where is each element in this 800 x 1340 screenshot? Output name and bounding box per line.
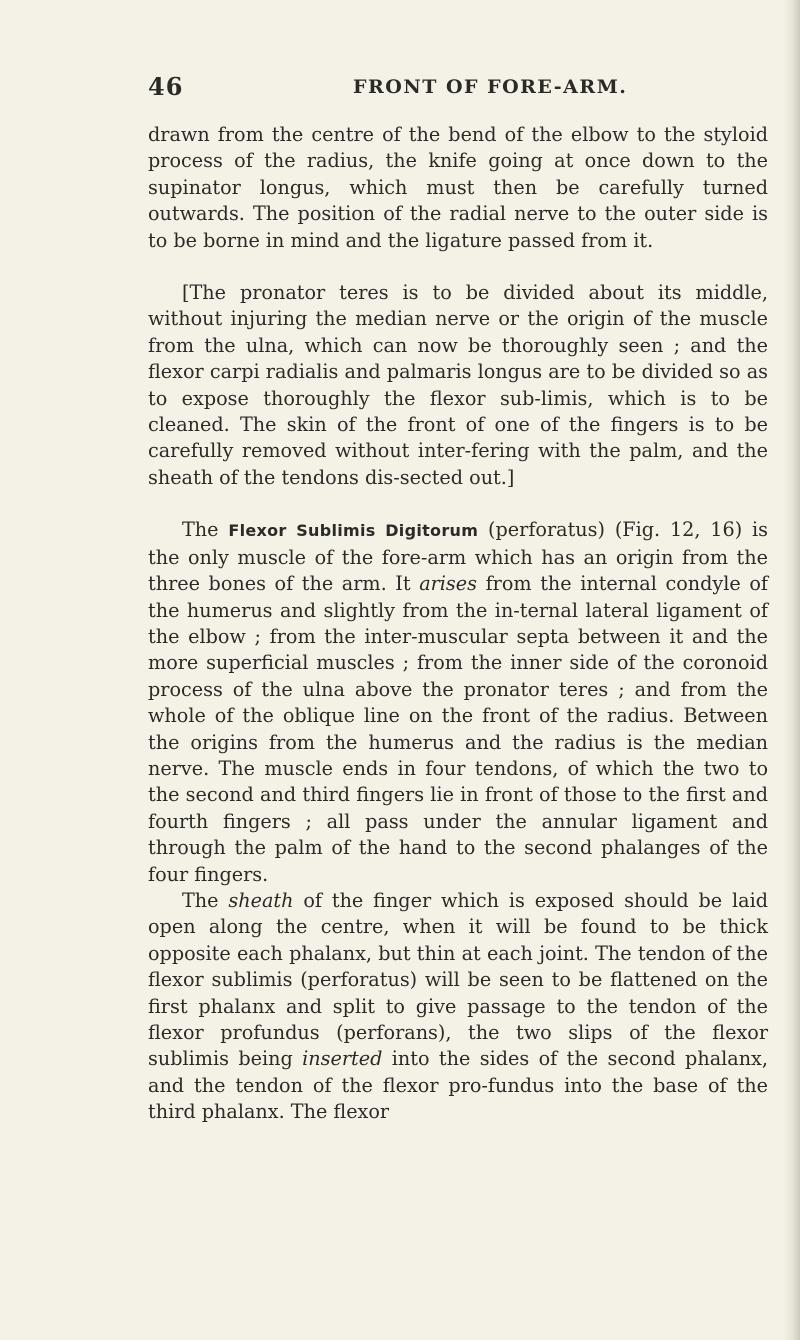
paragraph-3-text-a: (perforatus) (Fig. 12, 16) is the only muscle of the fore-arm which has an origin from the three bones of the arm. It [148,518,768,596]
paragraph-3-lead: The [182,518,229,542]
paragraph-1: drawn from the centre of the bend of the elbow to the styloid process of the radius, the knife going at once down to the supinator longus, which must then be carefully turned outwards. The position of the radial nerve to the outer side is to be borne in mind and the ligature passed from it. [148,123,768,252]
emphasis-sheath: sheath [228,888,294,912]
paragraph-3-text-b: from the internal condyle of the humerus and slightly from the in-ternal lateral ligament of the elbow ; from the inter-muscular septa between it and the more superficial muscles ; from the inner side of the coronoid process of the ulna above the pronator teres ; and from the whole of the oblique line on the front of the radius. Between the origins from the humerus and the radius is the median nerve. The muscle ends in four tendons, of which the two to the second and third fingers lie in front of those to the first and fourth fingers ; all pass under the annular ligament and through the palm of the hand to the second phalanges of the four fingers. [148,572,768,886]
emphasis-inserted: inserted [302,1047,383,1071]
paragraph-4-text-b: into the sides of the second phalanx, and the tendon of the flexor pro-fundus into the base of the third phalanx. The flexor [148,1047,768,1124]
muscle-heading: Flexor Sublimis Digitorum [228,521,479,541]
paragraph-4-text-a: of the finger which is exposed should be laid open along the centre, when it will be found to be thick opposite each phalanx, but thin at each joint. The tendon of the flexor sublimis (perforatus) will be seen to be flattened on the first phalanx and split to give passage to the tendon of the flexor profundus (perforans), the two slips of the flexor sublimis being [148,888,768,1071]
body-text [148,122,768,1126]
running-title: FRONT OF FORE-ARM. [353,76,628,98]
page-number: 46 [148,72,184,101]
paragraph-3 [148,517,768,888]
emphasis-arises: arises [419,572,477,596]
paragraph-4 [148,888,768,1126]
paragraph-spacer [148,491,768,517]
paragraph-4-lead: The [182,888,229,912]
paragraph-2: [The pronator teres is to be divided about its middle, without injuring the median nerve or the origin of the muscle from the ulna, which can now be thoroughly seen ; and the flexor carpi radialis and palmaris longus are to be divided so as to expose thoroughly the flexor sub-limis, which is to be cleaned. The skin of the front of one of the fingers is to be carefully removed without inter-fering with the palm, and the sheath of the tendons dis-sected out.] [148,281,768,489]
page-header [148,72,768,108]
page-edge-shadow [784,0,800,1340]
paragraph-spacer [148,254,768,280]
